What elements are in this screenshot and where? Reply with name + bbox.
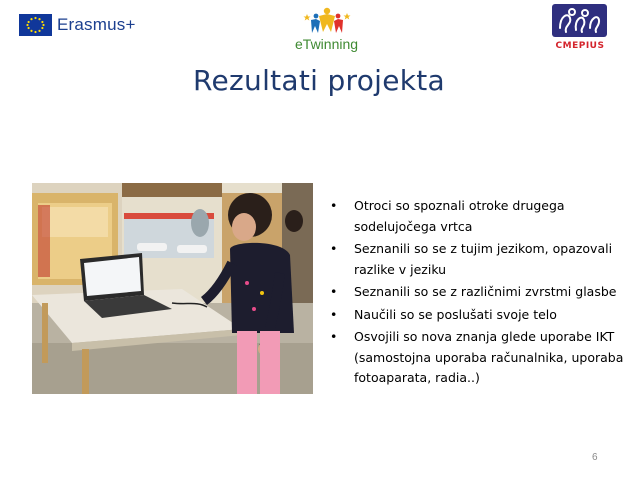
bullet-icon: •: [330, 284, 338, 299]
list-item: [326, 239, 626, 280]
cmepius-logo: [550, 4, 610, 54]
etwinning-logo: [289, 6, 365, 52]
list-item-text: Osvojili so nova znanja glede uporabe IKT (samostojna uporaba računalnika, uporaba fotoaparata, radia..): [354, 329, 624, 385]
list-item: [326, 327, 626, 389]
list-item-text: Seznanili so se z različnimi zvrstmi glasbe: [354, 284, 617, 299]
bullet-icon: •: [330, 241, 338, 256]
cmepius-emblem-icon: [552, 4, 607, 37]
list-item-text: Naučili so se poslušati svoje telo: [354, 306, 557, 322]
page-number: 6: [592, 452, 598, 463]
classroom-photo: [32, 183, 313, 394]
results-list: [326, 196, 626, 391]
erasmus-logo: [19, 14, 136, 36]
slide-title: Rezultati projekta: [193, 64, 445, 97]
bullet-icon: •: [330, 306, 338, 322]
erasmus-label: Erasmus+: [57, 15, 136, 34]
etwinning-figures-icon: [289, 6, 365, 38]
eu-flag-icon: [19, 14, 52, 36]
list-item: [326, 196, 626, 237]
list-item: [326, 282, 626, 303]
list-item-text: Seznanili so se z tujim jezikom, opazovali razlike v jeziku: [354, 241, 613, 277]
bullet-icon: •: [330, 198, 338, 213]
list-item-text: Otroci so spoznali otroke drugega sodelujočega vrtca: [354, 198, 565, 234]
list-item: [326, 305, 626, 326]
etwinning-label: eTwinning: [295, 36, 359, 52]
bullet-icon: •: [330, 329, 338, 344]
cmepius-label: CMEPIUS: [555, 41, 605, 51]
